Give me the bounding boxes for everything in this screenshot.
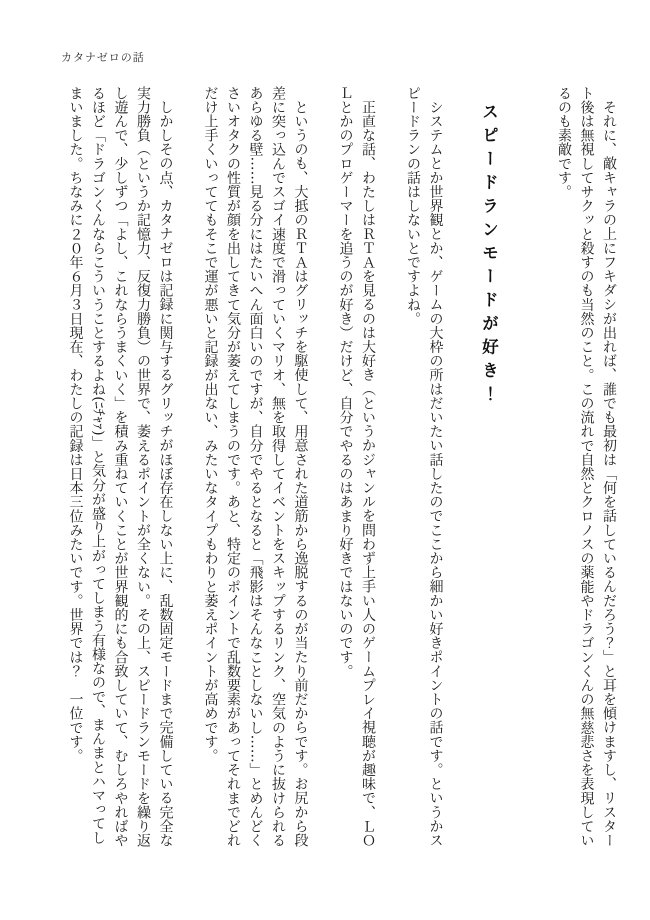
- paragraph-intro-speedrun-talk: システムとか世界観とか、ゲームの大枠の所はだいたい話したのでここから細かい好きポイントの話です。というかスピードランの話はしないとですよね。: [405, 86, 444, 848]
- paragraph-rta-watching: 正直な話、わたしはＲＴＡを見るのは大好き（というかジャンルを問わず上手い人のゲームプレイ視聴が趣味で、ＬＯＬとかのプロゲーマーを追うのが好き）だけど、自分でやるのはあまり好きではないのです。: [337, 86, 376, 848]
- paragraph-restart-flow: それに、敵キャラの上にフキダシが出れば、誰でも最初は「何を話しているんだろう？」と耳を傾けますし、リスタート後は無視してサクッと殺すのも当然のこと。この流れで自然とクロノスの薬能やドラゴンくんの無慈悲さを表現しているのも素敵です。: [556, 86, 617, 848]
- section-heading-speedrun-mode: スピードランモードが好き！: [479, 102, 499, 408]
- vertical-text-body: [64, 86, 620, 848]
- running-head-title: カタナゼロの話: [61, 51, 145, 64]
- paragraph-glitch-dislike: というのも、大抵のＲＴＡはグリッチを駆使して、用意された道筋から逸脱するのが当たり前だからです。お尻から段差に突っ込んでスゴイ速度で滑っていくマリオ、無を取得してイベントをスキップするリンク、空気のように抜けられるあらゆる壁……見る分にはたいへん面白いのですが、自分でやるとなると「飛影はそんなことしないし……」とめんどくさいオタクの性質が顔を出してきて気分が萎えてしまうのです。あと、特定のポイントで乱数要素があってそれまでどれだけ上手くいっててもそこで運が悪いと記録が出ない、みたいなタイプもわりと萎えポイントが高めです。: [202, 86, 309, 848]
- paragraph-katana-zero-record: しかしその点、カタナゼロは記録に関与するグリッチがほぼ存在しない上に、乱数固定モードまで完備している完全な実力勝負（というか記憶力、反復力勝負）の世界で、萎えるポイントが全くない。その上、スピードランモードを繰り返し遊んで、少しずつ「よし、これならうまくいく」を積み重ねていくことが世界観的にも合致していて、むしろやればやるほど「ドラゴンくんならこういうことするよね(ﾆﾁｬｧ)」と気分が盛り上がってしまう有様なので、まんまとハマってしまいました。ちなみに２０年６月３日現在、わたしの記録は日本三位みたいです。世界では？ 一位です。: [67, 86, 174, 848]
